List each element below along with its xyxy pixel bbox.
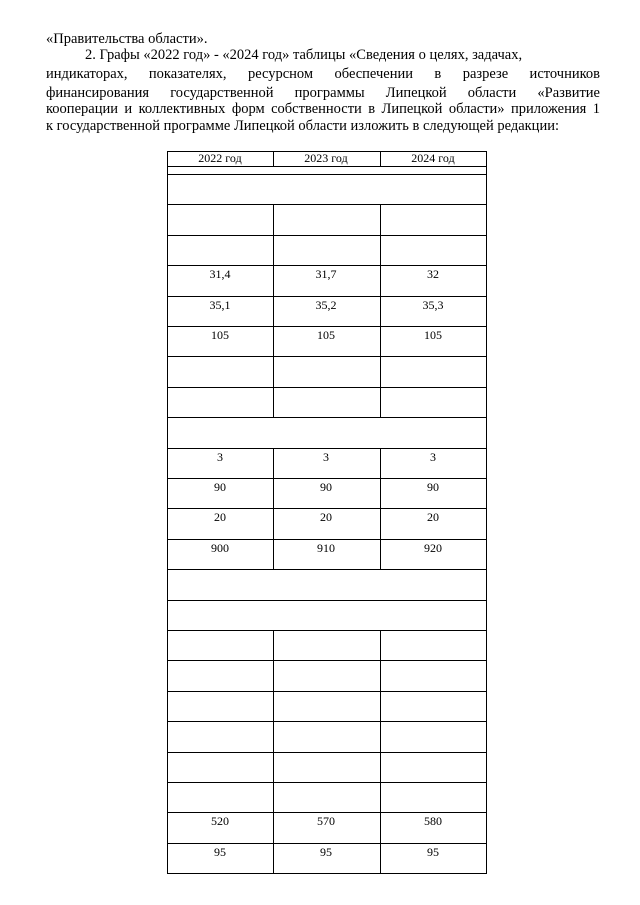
table-column-rule (167, 782, 168, 813)
table-column-rule (167, 387, 168, 418)
table-cell: 95 (427, 844, 439, 859)
table-cell: 20 (214, 510, 226, 525)
paragraph-line: «Правительства области». (46, 31, 208, 47)
table-column-rule (380, 782, 381, 812)
table-cell: 20 (427, 510, 439, 525)
table-column-rule (273, 235, 274, 265)
table-cell: 520 (211, 814, 229, 829)
table-row-rule (167, 721, 487, 722)
table-column-rule (486, 630, 487, 661)
table-cell: 35,2 (315, 297, 337, 312)
table-column-rule (486, 752, 487, 783)
table-row-rule (167, 782, 487, 783)
table-column-rule (273, 387, 274, 417)
table-cell: 90 (427, 480, 439, 494)
table-column-rule (486, 478, 487, 509)
table-column-rule (486, 569, 487, 600)
table-row-rule (167, 174, 487, 175)
table-column-rule (273, 204, 274, 234)
table-cell: 105 (317, 328, 335, 342)
table-column-rule (273, 782, 274, 812)
table-column-rule (486, 782, 487, 813)
table-column-rule (486, 296, 487, 327)
table-cell: 920 (424, 540, 442, 555)
table-column-rule (273, 691, 274, 721)
table-column-rule (486, 356, 487, 387)
table-column-rule (486, 204, 487, 235)
table-column-rule (380, 204, 381, 234)
table-row-rule (167, 660, 487, 661)
table-bottom-rule (167, 873, 487, 874)
table-column-rule (380, 630, 381, 660)
table-column-rule (167, 417, 168, 448)
table-cell: 3 (217, 449, 223, 464)
table-column-rule (380, 660, 381, 690)
table-row-rule (167, 387, 487, 388)
table-row-rule (167, 600, 487, 601)
table-header-cell: 2023 год (304, 151, 348, 165)
table-column-rule (486, 448, 487, 479)
paragraph-line: индикаторах, показателях, ресурсном обеспечении в разрезе источников (46, 66, 600, 82)
paragraph-line: кооперации и коллективных форм собственности в Липецкой области» приложения 1 (46, 101, 600, 117)
table-row-rule (167, 235, 487, 236)
table-column-rule (486, 326, 487, 357)
table-cell: 580 (424, 814, 442, 829)
table-column-rule (167, 752, 168, 783)
table-row-rule (167, 508, 487, 509)
table-column-rule (380, 235, 381, 265)
table-header-rule (167, 166, 487, 167)
table-column-rule (380, 721, 381, 751)
table-column-rule (273, 660, 274, 690)
table-column-rule (486, 417, 487, 448)
table-column-rule (486, 600, 487, 631)
table-row-rule (167, 752, 487, 753)
table-column-rule (273, 151, 274, 167)
table-column-rule (380, 356, 381, 386)
table-row-rule (167, 296, 487, 297)
paragraph-line: 2. Графы «2022 год» - «2024 год» таблицы «Сведения о целях, задачах, (85, 47, 523, 63)
table-row-rule (167, 478, 487, 479)
table-cell: 910 (317, 540, 335, 555)
paragraph-line: к государственной программе Липецкой области изложить в следующей редакции: (46, 118, 559, 134)
table-cell: 105 (211, 328, 229, 342)
table-column-rule (167, 691, 168, 722)
table-row-rule (167, 204, 487, 205)
table-column-rule (167, 151, 168, 167)
table-row-rule (167, 539, 487, 540)
table-column-rule (380, 691, 381, 721)
table-cell: 95 (214, 844, 226, 859)
table-row-rule (167, 843, 487, 844)
table-cell: 35,3 (422, 297, 444, 312)
table-column-rule (380, 151, 381, 167)
table-column-rule (486, 721, 487, 752)
table-column-rule (486, 539, 487, 570)
table-column-rule (167, 600, 168, 631)
table-column-rule (167, 356, 168, 387)
paragraph-line: финансирования государственной программы Липецкой области «Развитие (46, 85, 600, 101)
table-column-rule (486, 812, 487, 843)
table-cell: 570 (317, 814, 335, 829)
table-column-rule (486, 265, 487, 296)
table-cell: 20 (320, 510, 332, 525)
table-row-rule (167, 691, 487, 692)
table-column-rule (273, 752, 274, 782)
table-column-rule (380, 387, 381, 417)
table-column-rule (486, 151, 487, 167)
table-column-rule (167, 660, 168, 691)
table-row-rule (167, 326, 487, 327)
table-column-rule (167, 204, 168, 235)
table-cell: 31,7 (315, 267, 337, 282)
table-cell: 105 (424, 328, 442, 342)
table-column-rule (486, 387, 487, 418)
table-cell: 90 (214, 480, 226, 494)
table-column-rule (486, 660, 487, 691)
table-row-rule (167, 448, 487, 449)
table-header-cell: 2024 год (411, 151, 455, 165)
table-column-rule (273, 721, 274, 751)
table-row-rule (167, 265, 487, 266)
table-row-rule (167, 417, 487, 418)
table-column-rule (167, 569, 168, 600)
table-row-rule (167, 569, 487, 570)
table-cell: 3 (430, 449, 436, 464)
table-column-rule (167, 630, 168, 661)
table-column-rule (486, 235, 487, 266)
table-column-rule (167, 235, 168, 266)
table-cell: 35,1 (209, 297, 231, 312)
table-row-rule (167, 812, 487, 813)
table-column-rule (486, 843, 487, 874)
table-cell: 31,4 (209, 267, 231, 282)
table-column-rule (380, 752, 381, 782)
table-column-rule (486, 166, 487, 205)
table-column-rule (486, 508, 487, 539)
table-cell: 90 (320, 480, 332, 494)
table-cell: 3 (323, 449, 329, 464)
table-cell: 900 (211, 540, 229, 555)
table-column-rule (273, 630, 274, 660)
data-table (167, 151, 487, 861)
table-row-rule (167, 630, 487, 631)
table-cell: 32 (427, 267, 439, 282)
table-cell: 95 (320, 844, 332, 859)
table-column-rule (167, 166, 168, 205)
table-row-rule (167, 356, 487, 357)
table-column-rule (167, 721, 168, 752)
table-header-cell: 2022 год (198, 151, 242, 165)
table-column-rule (273, 356, 274, 386)
table-column-rule (486, 691, 487, 722)
